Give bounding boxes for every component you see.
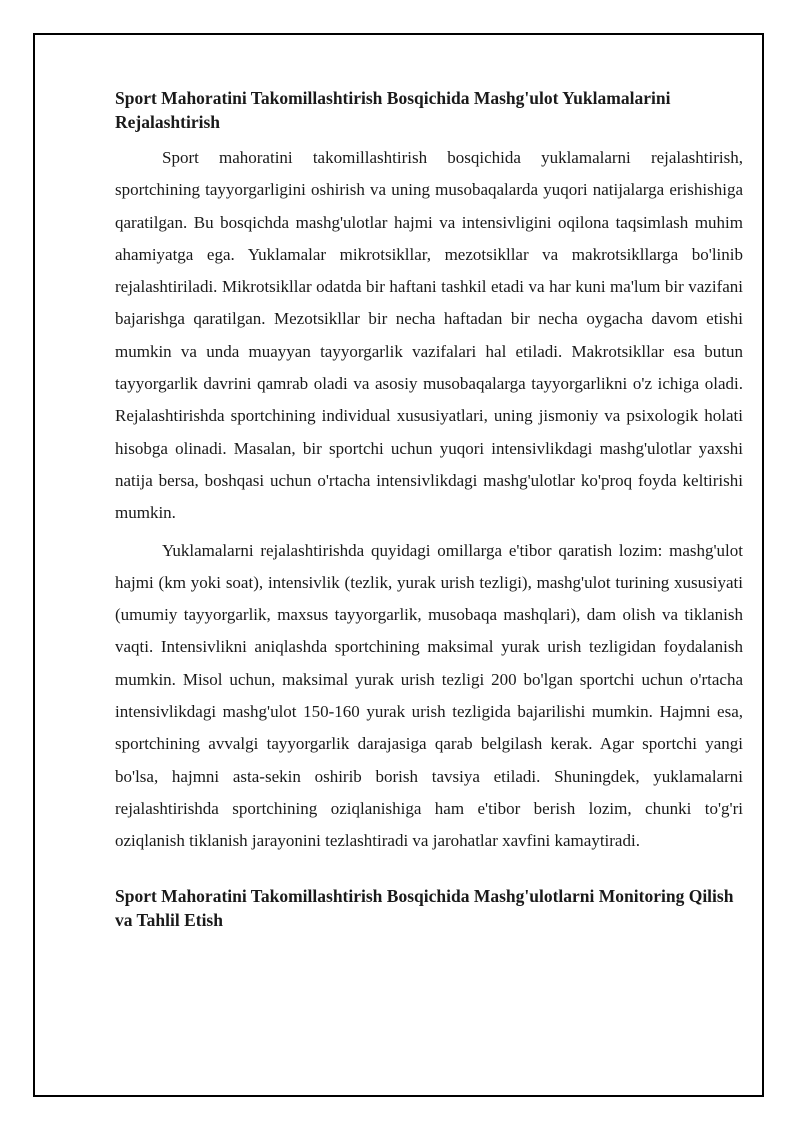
paragraph-load-planning-intro: Sport mahoratini takomillashtirish bosqichida yuklamalarni rejalashtirish, sportchining tayyorgarligini oshirish va uning musobaqalarda yuqori natijalarga erishishiga qaratilgan. Bu bosqichda mashg'ulotlar hajmi va intensivligini oqilona taqsimlash muhim ahamiyatga ega. Yuklamalar mikrotsikllar, mezotsikllar va makrotsikllarga bo'linib rejalashtiriladi. Mikrotsikllar odatda bir haftani tashkil etadi va har kuni ma'lum bir vazifani bajarishga qaratilgan. Mezotsikllar bir necha haftadan bir necha oygacha davom etishi mumkin va unda muayyan tayyorgarlik vazifalari hal etiladi. Makrotsikllar esa butun tayyorgarlik davrini qamrab oladi va asosiy musobaqalarga tayyorgarlikni o'z ichiga oladi. Rejalashtirishda sportchining individual xususiyatlari, uning jismoniy va psixologik holati hisobga olinadi. Masalan, bir sportchi uchun yuqori intensivlikdagi mashg'ulotlar yaxshi natija bersa, boshqasi uchun o'rtacha intensivlikdagi mashg'ulotlar ko'proq foyda keltirishi mumkin. (115, 148, 743, 523)
section-heading-monitoring: Sport Mahoratini Takomillashtirish Bosqichida Mashg'ulotlarni Monitoring Qilish va Tahlil Etish (115, 885, 734, 930)
paragraph-load-planning-factors: Yuklamalarni rejalashtirishda quyidagi omillarga e'tibor qaratish lozim: mashg'ulot hajmi (km yoki soat), intensivlik (tezlik, yurak urish tezligi), mashg'ulot turining xususiyati (umumiy tayyorgarlik, maxsus tayyorgarlik, musobaqa mashqlari), dam olish va tiklanish vaqti. Intensivlikni aniqlashda sportchining maksimal yurak urish tezligidan foydalanish mumkin. Misol uchun, maksimal yurak urish tezligi 200 bo'lgan sportchi uchun o'rtacha intensivlikdagi mashg'ulot 150-160 yurak urish tezligida bajarilishi mumkin. Hajmni esa, sportchining avvalgi tayyorgarlik darajasiga qarab belgilash kerak. Agar sportchi yangi bo'lsa, hajmni asta-sekin oshirib borish tavsiya etiladi. Shuningdek, yuklamalarni rejalashtirishda sportchining oziqlanishiga ham e'tibor berish lozim, chunki to'g'ri oziqlanish tiklanish jarayonini tezlashtiradi va jarohatlar xavfini kamaytiradi. (115, 540, 743, 851)
section-heading-load-planning: Sport Mahoratini Takomillashtirish Bosqichida Mashg'ulot Yuklamalarini Rejalashtirish (115, 88, 671, 132)
document-body (115, 86, 743, 932)
